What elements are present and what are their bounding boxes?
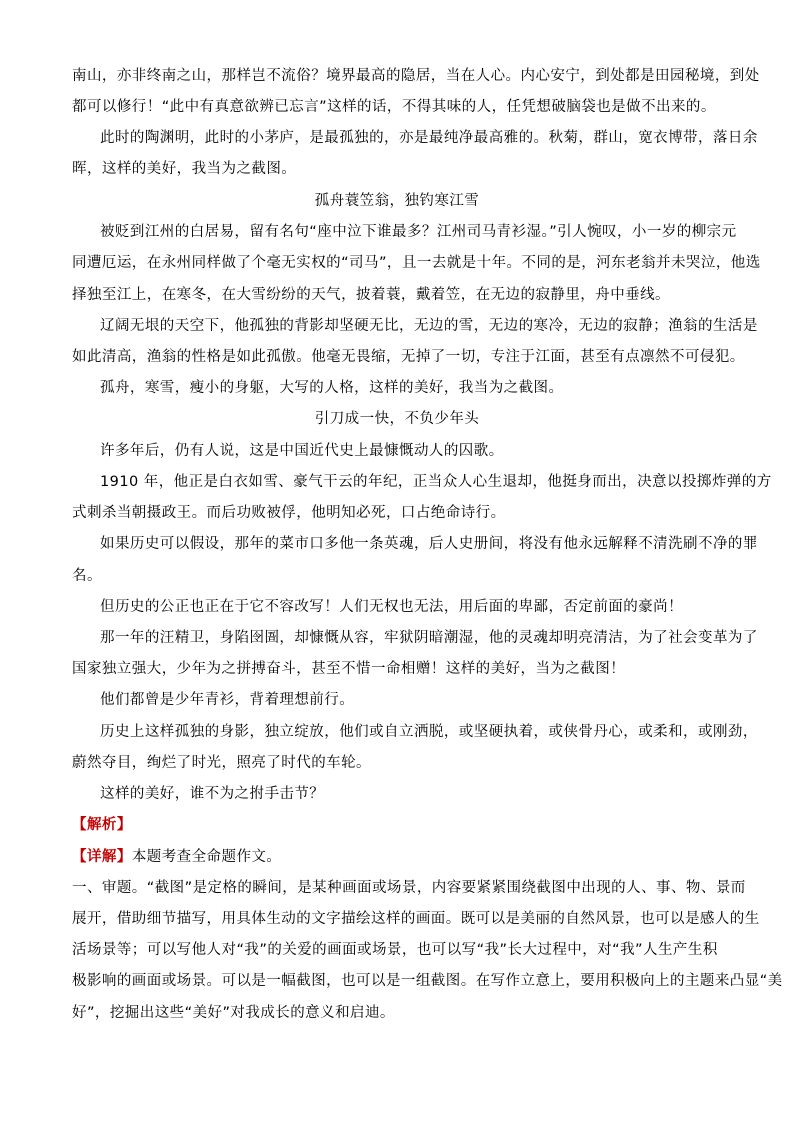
paragraph-line: 辽阔无垠的天空下，他孤独的背影却坚硬无比，无边的雪，无边的寒冷，无边的寂静；渔翁的生活是 [100, 318, 758, 334]
detail-label: 【详解】 [72, 849, 132, 865]
paragraph-line: 如果历史可以假设，那年的菜市口多他一条英魂，后人史册间，将没有他永远解释不清洗刷不净的罪 [100, 536, 758, 552]
detail-text: 本题考查全命题作文。 [131, 849, 282, 865]
paragraph-line: 国家独立强大，少年为之拼搏奋斗，甚至不惜一命相赠！这样的美好，当为之截图！ [72, 661, 626, 677]
review-line: 好”，挖掘出这些“美好”对我成长的意义和启迪。 [72, 1005, 395, 1021]
paragraph-line: 如此清高，渔翁的性格是如此孤傲。他毫无畏缩，无掉了一切，专注于江面，甚至有点凛然不可侵犯。 [72, 349, 745, 365]
paragraph-line: 此时的陶渊明，此时的小茅庐，是最孤独的，亦是最纯净最高雅的。秋菊，群山，宽衣博带，落日余 [100, 130, 758, 146]
paragraph-line: 他们都曾是少年青衫，背着理想前行。 [100, 692, 355, 708]
paragraph-line: 这样的美好，谁不为之拊手击节？ [100, 786, 325, 802]
paragraph-line: 被贬到江州的白居易，留有名句“座中泣下谁最多？江州司马青衫湿。”引人惋叹，小一岁的柳宗元 [100, 224, 737, 240]
review-line: 展开，借助细节描写，用具体生动的文字描绘这样的画面。既可以是美丽的自然风景，也可以是感人的生 [72, 911, 760, 927]
analysis-label: 【解析】 [72, 817, 132, 833]
paragraph-line: 1910 年，他正是白衣如雪、豪气干云的年纪，正当众人心生退却，他挺身而出，决意以投掷炸弹的方 [100, 474, 772, 490]
paragraph-line: 名。 [72, 568, 102, 584]
paragraph-line: 孤舟，寒雪，瘦小的身躯，大写的人格，这样的美好，我当为之截图。 [100, 380, 564, 396]
review-line: 极影响的画面或场景。可以是一幅截图，也可以是一组截图。在写作立意上，要用积极向上的主题来凸显“美 [72, 973, 783, 989]
paragraph-line: 历史上这样孤独的身影，独立绽放，他们或自立洒脱，或坚硬执着，或侠骨丹心，或柔和，或刚劲， [100, 724, 758, 740]
paragraph-line: 晖，这样的美好，我当为之截图。 [72, 161, 297, 177]
paragraph-line: 但历史的公正也正在于它不容改写！人们无权也无法，用后面的卑鄙，否定前面的豪尚！ [100, 599, 684, 615]
paragraph-line: 许多年后，仍有人说，这是中国近代史上最慷慨动人的囚歌。 [100, 443, 504, 459]
section-title: 孤舟蓑笠翁，独钓寒江雪 [314, 193, 480, 209]
paragraph-line: 式刺杀当朝摄政王。而后功败被俘，他明知必死，口占绝命诗行。 [72, 505, 506, 521]
paragraph-line: 都可以修行！“此中有真意欲辨已忘言”这样的话，不得其味的人，任凭想破脑袋也是做不出来的。 [72, 99, 716, 115]
paragraph-line: 同遭厄运，在永州同样做了个毫无实权的“司马”，且一去就是十年。不同的是，河东老翁并未哭泣，他选 [72, 255, 761, 271]
review-line: 一、审题。“截图”是定格的瞬间，是某种画面或场景，内容要紧紧围绕截图中出现的人、事、物、景而 [72, 880, 746, 896]
detail-line [72, 847, 722, 867]
review-line: 活场景等；可以写他人对“我”的关爱的画面或场景，也可以写“我”长大过程中，对“我”人生产生积 [72, 942, 718, 958]
paragraph-line: 南山，亦非终南之山，那样岂不流俗？境界最高的隐居，当在人心。内心安宁，到处都是田园秘境，到处 [72, 68, 760, 84]
paragraph-line: 择独至江上，在寒冬，在大雪纷纷的天气，披着蓑，戴着笠，在无边的寂静里，舟中垂线。 [72, 287, 670, 303]
paragraph-line: 蔚然夺目，绚烂了时光，照亮了时代的车轮。 [72, 755, 371, 771]
section-title: 引刀成一快，不负少年头 [314, 411, 480, 427]
paragraph-line: 那一年的汪精卫，身陷囹圄，却慷慨从容，牢狱阴暗潮湿，他的灵魂却明亮清洁，为了社会变革为了 [100, 630, 758, 646]
